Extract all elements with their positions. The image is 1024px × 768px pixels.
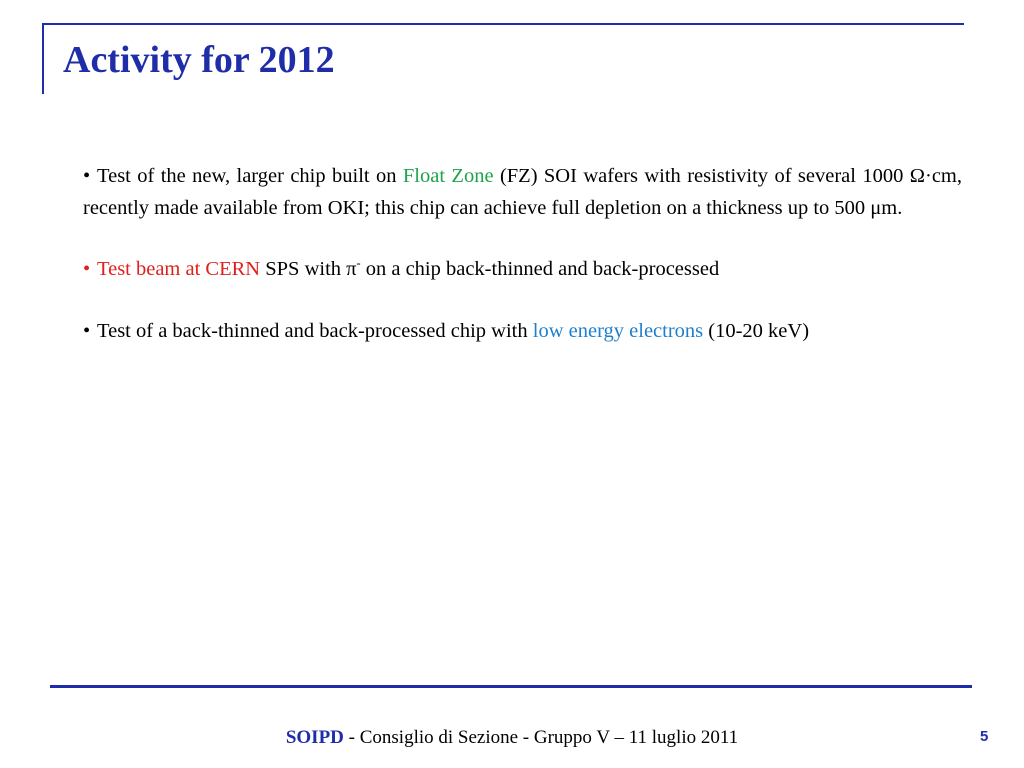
title-left-rule	[42, 23, 44, 94]
bullet-1-lead-text: Test of the new, larger chip built on	[97, 165, 403, 187]
low-energy-electrons-highlight: low energy electrons	[532, 320, 704, 342]
bullet-2-tail-text: on a chip back-thinned and back-processed	[360, 258, 720, 280]
title-top-rule	[42, 23, 964, 25]
bullet-item-test-beam	[83, 253, 962, 285]
bullet-3-lead-text: Test of a back-thinned and back-processed chip with	[97, 320, 533, 342]
bullet-item-low-energy-electrons	[83, 315, 962, 347]
bullet-list	[83, 160, 962, 376]
bullet-marker: •	[83, 258, 91, 280]
footer-rule	[50, 685, 972, 688]
slide-title: Activity for 2012	[63, 39, 335, 81]
page-number: 5	[980, 728, 989, 745]
slide-footer	[0, 724, 1024, 752]
test-beam-highlight: Test beam at CERN	[97, 258, 261, 280]
pion-charge-superscript: -	[356, 256, 361, 271]
bullet-item-float-zone	[83, 160, 962, 224]
bullet-2-lead-text: SPS with π	[260, 258, 357, 280]
float-zone-highlight: Float Zone	[402, 165, 494, 187]
footer-text: - Consiglio di Sezione - Gruppo V – 11 luglio 2011	[343, 727, 739, 748]
bullet-marker: •	[83, 165, 91, 187]
bullet-marker: •	[83, 320, 91, 342]
footer-brand: SOIPD	[285, 727, 344, 748]
bullet-3-tail-text: (10-20 keV)	[703, 320, 810, 342]
bullet-1-tail-text: (FZ) SOI wafers with resistivity of several 1000 Ω·cm, recently made available from OKI; this chip can achieve full depletion on a thickness up to 500 μm.	[83, 165, 962, 219]
